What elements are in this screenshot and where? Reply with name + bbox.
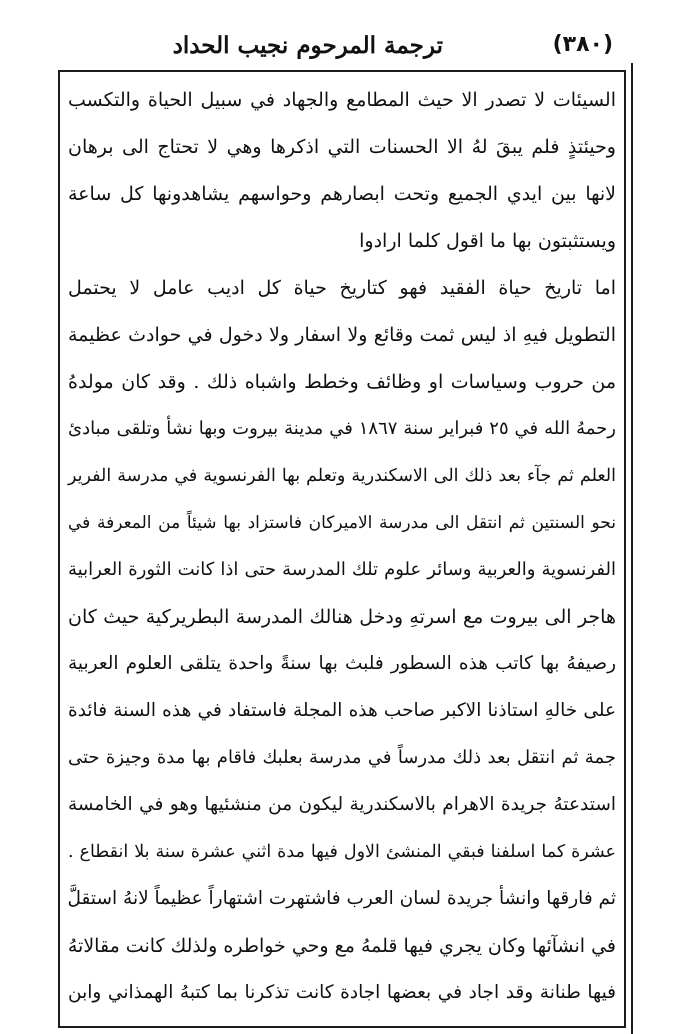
text-line: في انشآئها وكان يجري فيها قلمهُ مع وحي خواطره ولذلك كانت مقالاتهُ <box>67 935 616 957</box>
text-line: جمة ثم انتقل بعد ذلك مدرساً في مدرسة بعلبك فاقام بها مدة وجيزة حتى <box>68 747 616 768</box>
text-frame <box>58 70 626 1028</box>
text-line: ثم فارقها وانشأ جريدة لسان العرب فاشتهرت اشتهاراً عظيماً لانهُ استقلَّ <box>67 888 616 909</box>
text-line: الفرنسوية والعربية وسائر علوم تلك المدرسة حتى اذا كانت الثورة العرابية <box>68 559 616 580</box>
text-line: فيها طنانة وقد اجاد في بعضها اجادة كانت تذكرنا بما كتبهُ الهمذاني وابن <box>68 982 616 1003</box>
text-line: من حروب وسياسات او وظائف وخطط واشباه ذلك . وقد كان مولدهُ <box>68 371 616 393</box>
text-line: على خالهِ استاذنا الاكبر صاحب هذه المجلة فاستفاد في هذه السنة فائدة <box>68 700 616 721</box>
running-title: ترجمة المرحوم نجيب الحداد <box>172 32 443 59</box>
text-line: رصيفهُ بها كاتب هذه السطور فلبث بها سنةً واحدة يتلقى العلوم العربية <box>68 653 616 674</box>
text-line: لانها بين ايدي الجميع وتحت ابصارهم وحواسهم يشاهدونها كل ساعة <box>68 183 616 205</box>
page-header <box>58 22 623 68</box>
text-line: وحيئتذٍ فلم يبقَ لهُ الا الحسنات التي اذكرها وهي لا تحتاج الى برهان <box>68 136 616 158</box>
page-number: (٣٨٠) <box>552 32 613 57</box>
text-line: اما تاريخ حياة الفقيد فهو كتاريخ حياة كل اديب عامل لا يحتمل <box>68 277 616 299</box>
text-line: استدعتهُ جريدة الاهرام بالاسكندرية ليكون من منشئيها وهو في الخامسة <box>68 794 616 815</box>
text-line: عشرة كما اسلفنا فبقي المنشئ الاول فيها مدة اثني عشرة سنة بلا انقطاع . <box>68 842 616 862</box>
text-line: نحو السنتين ثم انتقل الى مدرسة الاميركان فاستزاد بها شيئاً من المعرفة في <box>68 513 616 533</box>
text-line: السيئات لا تصدر الا حيث المطامع والجهاد في سبيل الحياة والتكسب <box>68 89 616 111</box>
text-line: العلم ثم جآء بعد ذلك الى الاسكندرية وتعلم بها الفرنسوية في مدرسة الفرير <box>68 466 616 486</box>
text-line: هاجر الى بيروت مع اسرتهِ ودخل هنالك المدرسة البطريركية حيث كان <box>68 606 616 628</box>
text-line: ويستثبتون بها ما اقول كلما ارادوا <box>359 230 616 252</box>
text-line: رحمهُ الله في ٢٥ فبراير سنة ١٨٦٧ في مدينة بيروت وبها نشأ وتلقى مبادئ <box>68 418 616 439</box>
right-margin-rule <box>631 63 633 1034</box>
text-line: التطويل فيهِ اذ ليس ثمت وقائع ولا اسفار ولا دخول في حوادث عظيمة <box>68 324 616 346</box>
